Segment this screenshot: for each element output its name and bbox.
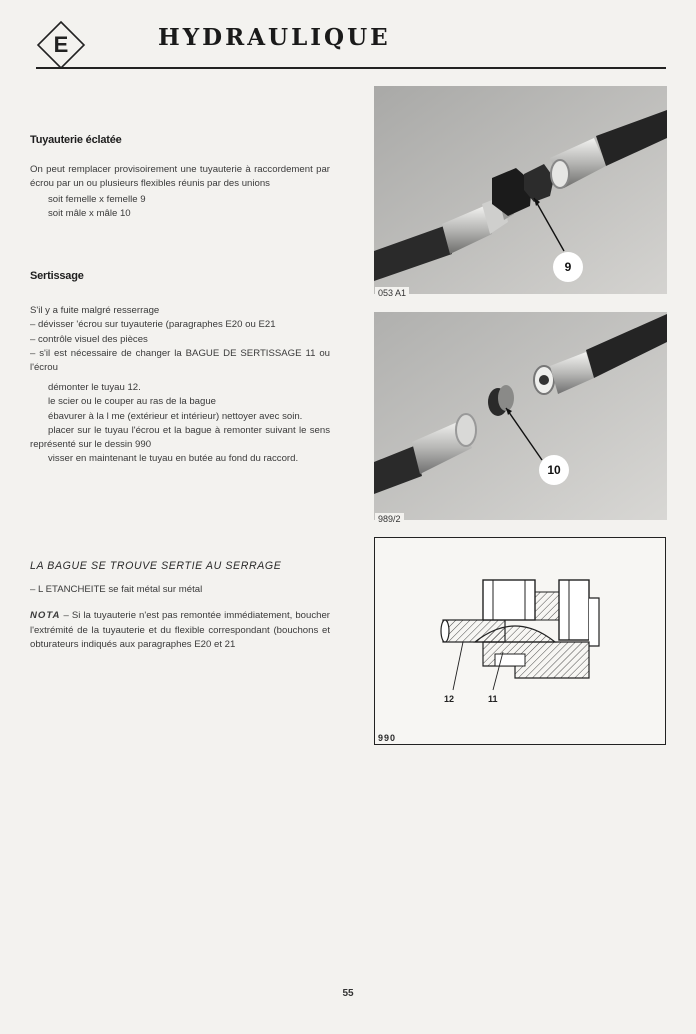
section-badge [36,20,86,70]
page-title: HYDRAULIQUE [158,24,391,51]
diagram-label-11: 11 [488,694,498,704]
diagram-label-12: 12 [444,694,455,704]
callout-10: 10 [539,455,569,485]
section-tuyauterie [30,133,330,221]
header-rule [36,67,666,69]
nota-paragraph [30,609,330,652]
text-line: – L ETANCHEITE se fait métal sur métal [30,584,203,596]
badge-letter: E [53,32,69,57]
text-line: S'il y a fuite malgré resserrage [30,305,160,317]
section-heading: Sertissage [30,270,84,282]
step-item: le scier ou le couper au ras de la bague [48,396,216,408]
nota-label: NOTA [30,610,61,622]
section-sertissage [30,269,330,466]
photo-union-male [374,312,667,520]
paragraph: On peut remplacer provisoirement une tuyauterie à raccordement par écrou par un ou plusieurs flexibles réunis par des unions [30,164,330,190]
callout-9: 9 [553,252,583,282]
section-heading: LA BAGUE SE TROUVE SERTIE AU SERRAGE [30,560,282,572]
step-item: démonter le tuyau 12. [48,382,141,394]
page-number: 55 [342,988,354,999]
list-item: soit femelle x femelle 9 [48,193,146,205]
diagram-caption: 990 [378,733,397,743]
photo-caption: 989/2 [375,513,404,525]
nota-text: – Si la tuyauterie n'est pas remontée immédiatement, boucher l'extrémité de la tuyauterie et du flexible correspondant (bouchons et obturateurs indiqués aux paragraphes E20 et 21 [30,610,331,650]
diagram-990 [374,537,666,745]
section-bague [30,559,330,652]
photo-union-femelle [374,86,667,294]
step-item: placer sur le tuyau l'écrou et la bague à remonter suivant le sens représenté sur le dessin 990 [30,424,330,451]
section-heading: Tuyauterie éclatée [30,134,122,146]
page-header [0,0,696,72]
step-item: visser en maintenant le tuyau en butée au fond du raccord. [48,453,299,465]
text-line: – dévisser 'écrou sur tuyauterie (paragraphes E20 ou E21 [30,319,276,331]
text-line: – contrôle visuel des pièces [30,333,148,345]
photo-caption: 053 A1 [375,287,409,299]
list-item: soit mâle x mâle 10 [48,207,131,219]
text-line: – s'il est nécessaire de changer la BAGUE DE SERTISSAGE 11 ou l'écrou [30,347,330,374]
fitting-cross-section [375,538,665,743]
step-item: ébavurer à la l me (extérieur et intérieur) nettoyer avec soin. [48,410,303,422]
